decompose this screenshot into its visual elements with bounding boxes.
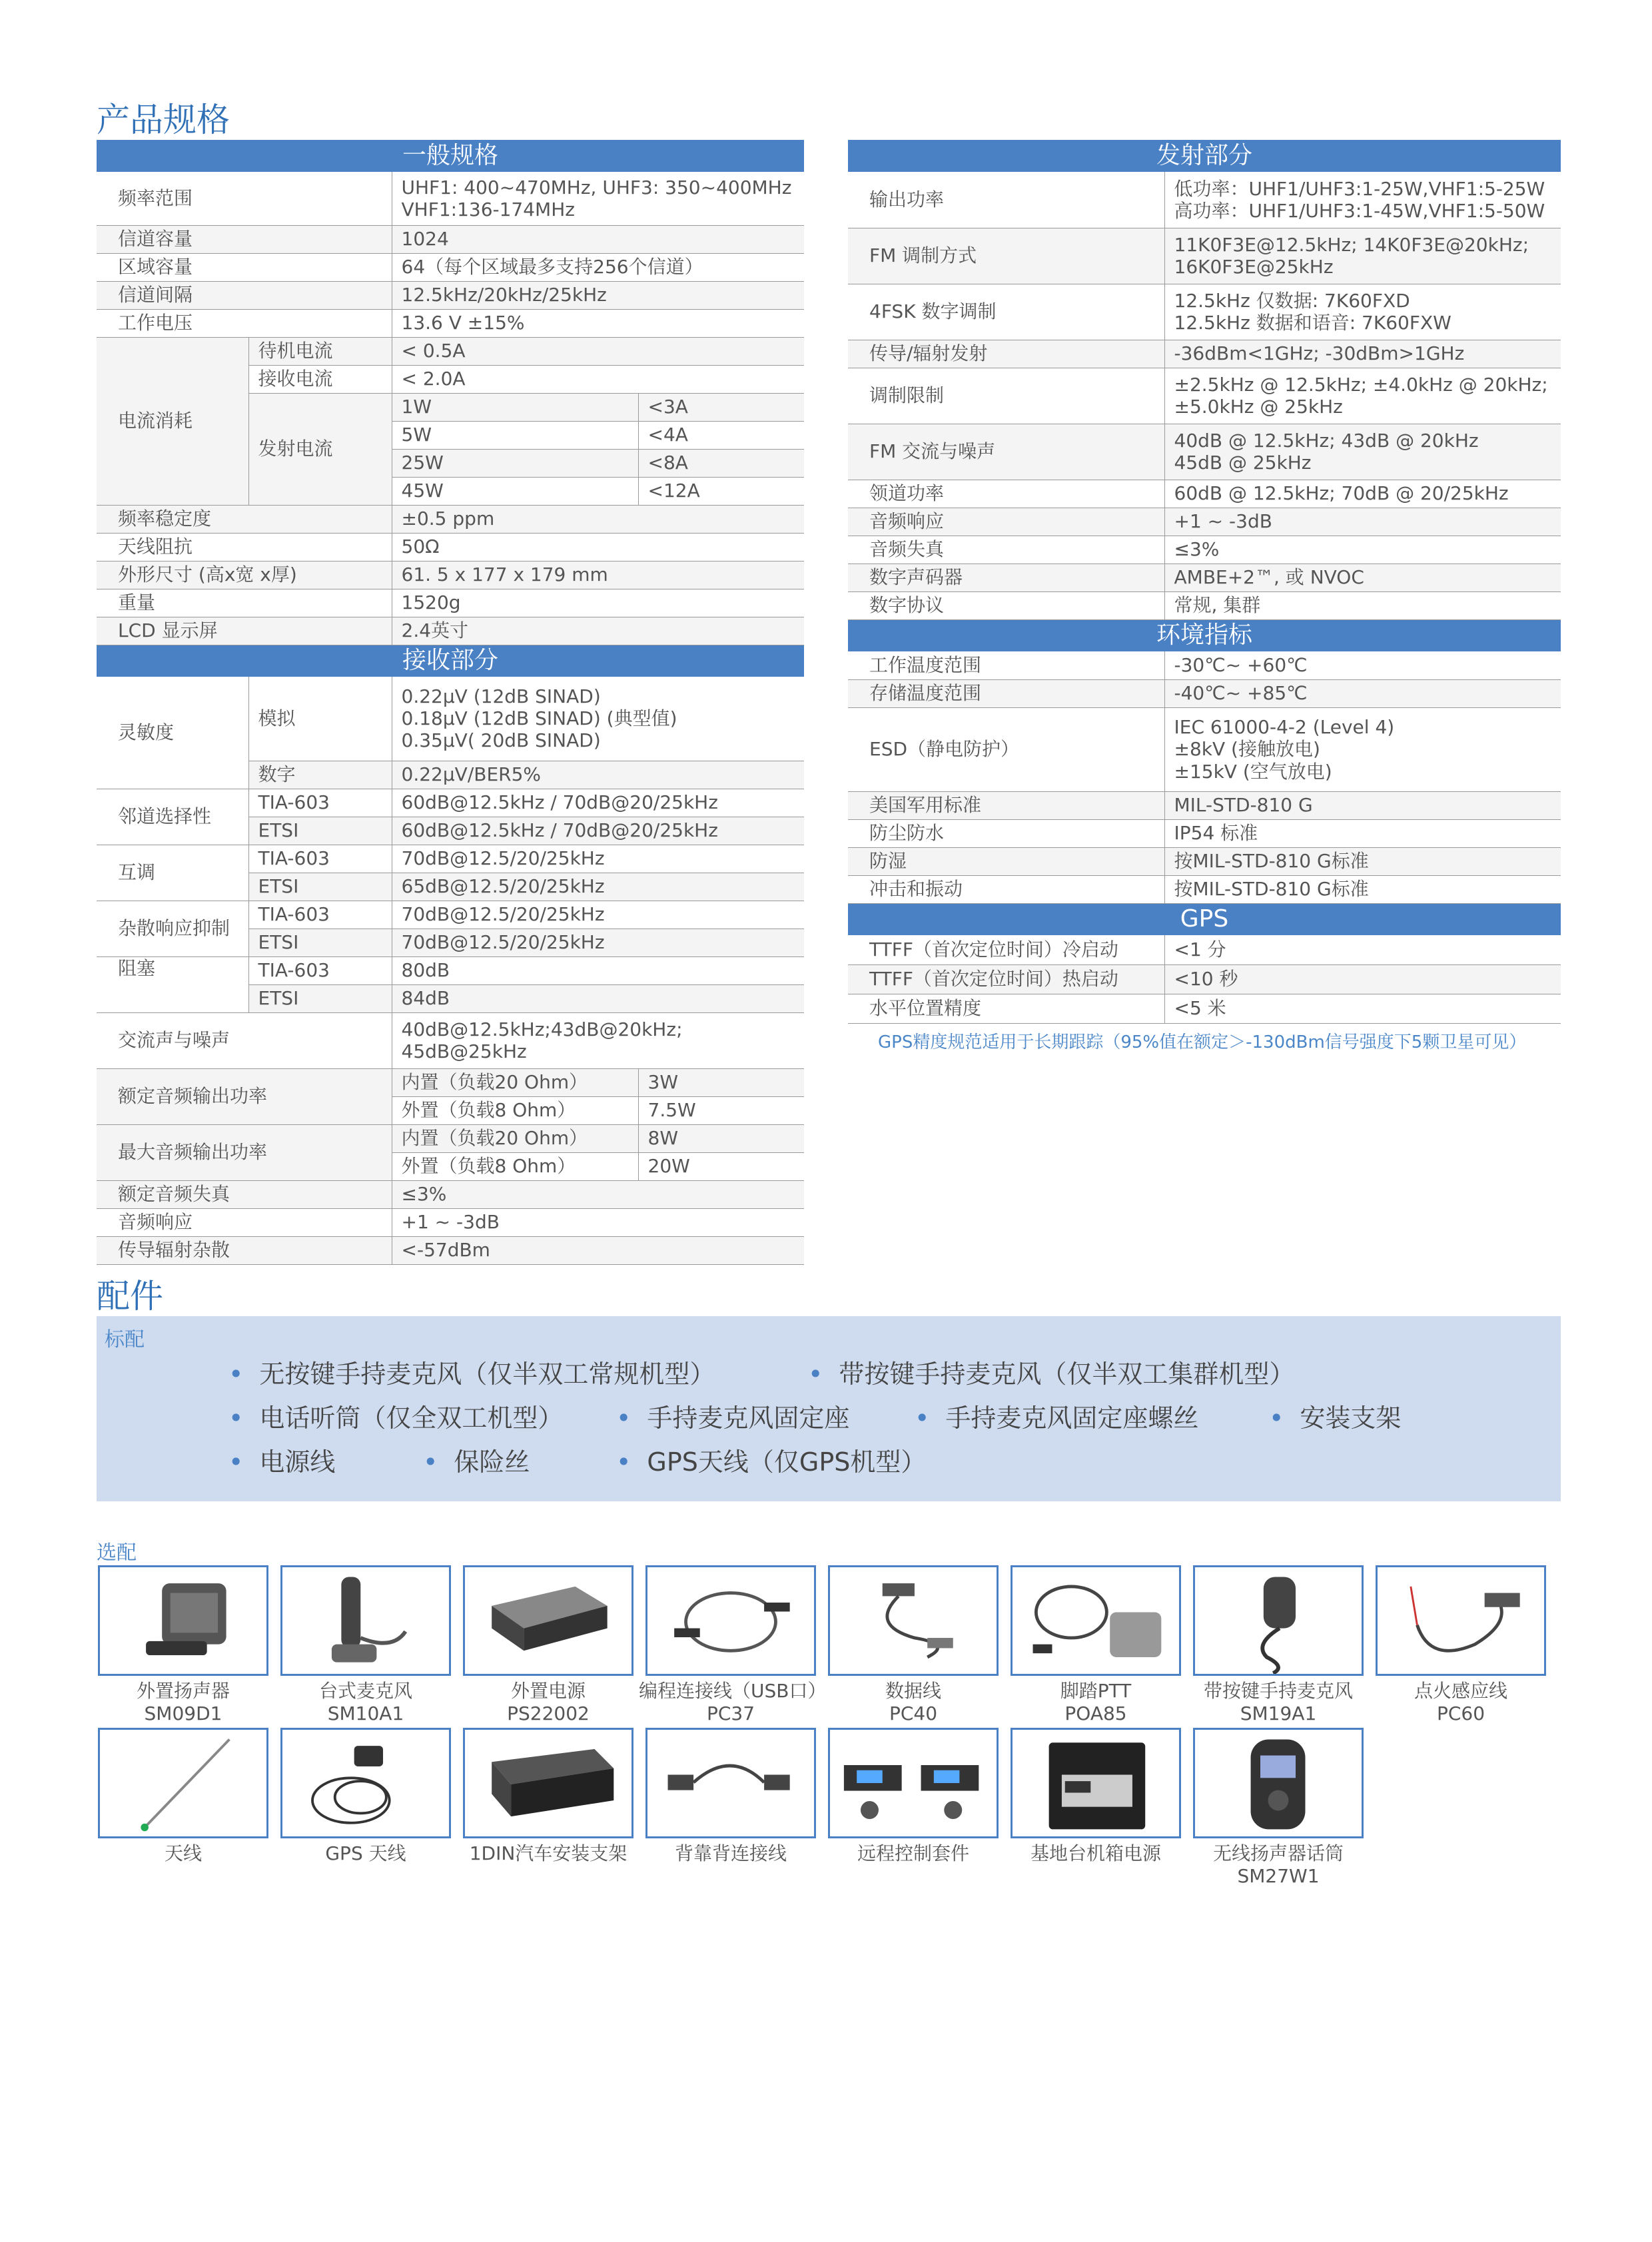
optional-item-caption: 台式麦克风 SM10A1 [318, 1680, 412, 1724]
standard-label: 标配 [105, 1328, 145, 1351]
optional-item-caption: 点火感应线 PC60 [1414, 1680, 1507, 1724]
emission-label: 传导辐射杂散 [97, 1236, 392, 1264]
general-header: 一般规格 [97, 140, 804, 172]
tia-label: TIA-603 [248, 845, 392, 873]
desk-mic-icon [280, 1565, 451, 1676]
tx-power: 25W [392, 449, 638, 477]
optional-item-caption: 脚踏PTT POA85 [1060, 1680, 1132, 1724]
tx-adjacent-label: 领道功率 [848, 480, 1164, 508]
tx-power: 1W [392, 393, 638, 421]
external-label: 外置（负载8 Ohm） [392, 1152, 638, 1180]
fsk-value: 12.5kHz 仅数据: 7K60FXD 12.5kHz 数据和语音: 7K60FXW [1164, 284, 1561, 340]
tia-label: TIA-603 [248, 956, 392, 984]
ip-value: IP54 标准 [1164, 819, 1561, 847]
optional-item-caption: 外置扬声器 SM09D1 [136, 1680, 230, 1724]
standby-value: < 0.5A [392, 337, 804, 365]
st-temp-label: 存储温度范围 [848, 679, 1164, 707]
gps-note: GPS精度规范适用于长期跟踪（95%值在额定＞-130dBm信号强度下5颗卫星可见） [878, 1032, 1527, 1052]
rx-response-label: 音频响应 [97, 1208, 392, 1236]
vocoder-label: 数字声码器 [848, 563, 1164, 591]
gps-header: GPS [848, 903, 1561, 935]
fm-label: FM 调制方式 [848, 228, 1164, 284]
esd-value: IEC 61000-4-2 (Level 4) ±8kV (接触放电) ±15kV (空气放电) [1164, 707, 1561, 791]
lcd-label: LCD 显示屏 [97, 617, 392, 645]
base-station-box-icon [1011, 1728, 1181, 1838]
etsi-label: ETSI [248, 817, 392, 845]
conducted-value: -36dBm<1GHz; -30dBm>1GHz [1164, 340, 1561, 368]
spurious-etsi-value: 70dB@12.5/20/25kHz [392, 929, 804, 956]
optional-item-caption: GPS 天线 [325, 1842, 406, 1864]
impedance-value: 50Ω [392, 533, 804, 561]
limit-label: 调制限制 [848, 368, 1164, 424]
power-supply-icon [463, 1565, 633, 1676]
rx-distortion-value: ≤3% [392, 1180, 804, 1208]
vocoder-value: AMBE+2™, 或 NVOC [1164, 563, 1561, 591]
emission-value: <-57dBm [392, 1236, 804, 1264]
current-label: 电流消耗 [97, 337, 248, 505]
tx-response-label: 音频响应 [848, 508, 1164, 536]
op-temp-label: 工作温度范围 [848, 651, 1164, 679]
standard-item: • 手持麦克风固定座 [616, 1397, 849, 1434]
tx-current: <8A [638, 449, 804, 477]
weight-label: 重量 [97, 589, 392, 617]
mil-label: 美国军用标准 [848, 791, 1164, 819]
optional-item-caption: 无线扬声器话筒 SM27W1 [1212, 1842, 1344, 1887]
tx-distortion-label: 音频失真 [848, 536, 1164, 563]
esd-label: ESD（静电防护） [848, 707, 1164, 791]
mount-bracket-icon [463, 1728, 633, 1838]
digital-value: 0.22μV/BER5% [392, 761, 804, 789]
humidity-value: 按MIL-STD-810 G标准 [1164, 847, 1561, 875]
conducted-label: 传导/辐射发射 [848, 340, 1164, 368]
usb-cable-icon [645, 1565, 816, 1676]
remote-kit-icon [828, 1728, 999, 1838]
tx-hum-value: 40dB @ 12.5kHz; 43dB @ 20kHz 45dB @ 25kHz [1164, 424, 1561, 480]
optional-item-caption: 天线 [164, 1842, 202, 1864]
stability-value: ±0.5 ppm [392, 505, 804, 533]
accessories-title: 配件 [97, 1277, 163, 1315]
standard-item: • 安装支架 [1269, 1397, 1401, 1434]
hand-mic-icon [1193, 1565, 1364, 1676]
zone-value: 64（每个区域最多支持256个信道） [392, 253, 804, 281]
optional-item-caption: 背靠背连接线 [674, 1842, 787, 1864]
channel-label: 信道容量 [97, 225, 392, 253]
analog-value: 0.22μV (12dB SINAD) 0.18μV (12dB SINAD) (典型值) 0.35μV( 20dB SINAD) [392, 677, 804, 761]
freq-value: UHF1: 400~470MHz, UHF3: 350~400MHz VHF1:136-174MHz [392, 172, 804, 225]
product-spec-title: 产品规格 [97, 101, 230, 139]
rx-hum-value: 40dB@12.5kHz;43dB@20kHz; 45dB@25kHz [392, 1012, 804, 1068]
standard-item: • 电话听筒（仅全双工机型） [228, 1397, 563, 1434]
gps-hot-label: TTFF（首次定位时间）热启动 [848, 964, 1164, 994]
tx-current-label: 发射电流 [248, 393, 392, 505]
adjacent-tia-value: 60dB@12.5kHz / 70dB@20/25kHz [392, 789, 804, 817]
gps-hot-value: <10 秒 [1164, 964, 1561, 994]
data-cable-icon [828, 1565, 999, 1676]
tx-current: <3A [638, 393, 804, 421]
spurious-tia-value: 70dB@12.5/20/25kHz [392, 901, 804, 929]
max-internal-value: 8W [638, 1124, 804, 1152]
internal-label: 内置（负载20 Ohm） [392, 1124, 638, 1152]
adjacent-etsi-value: 60dB@12.5kHz / 70dB@20/25kHz [392, 817, 804, 845]
transmitter-header: 发射部分 [848, 140, 1561, 172]
tx-response-value: +1 ~ -3dB [1164, 508, 1561, 536]
voltage-label: 工作电压 [97, 309, 392, 337]
tx-distortion-value: ≤3% [1164, 536, 1561, 563]
fm-value: 11K0F3E@12.5kHz; 14K0F3E@20kHz; 16K0F3E@25kHz [1164, 228, 1561, 284]
humidity-label: 防湿 [848, 847, 1164, 875]
antenna-icon [98, 1728, 268, 1838]
standard-item: • 无按键手持麦克风（仅半双工常规机型） [228, 1353, 715, 1390]
fsk-label: 4FSK 数字调制 [848, 284, 1164, 340]
optional-item-caption: 外置电源 PS22002 [507, 1680, 590, 1724]
tx-current: <12A [638, 477, 804, 505]
intermod-etsi-value: 65dB@12.5/20/25kHz [392, 873, 804, 901]
sensitivity-label: 灵敏度 [97, 677, 248, 789]
tx-power: 45W [392, 477, 638, 505]
right-spec-table [848, 140, 1561, 1024]
internal-label: 内置（负载20 Ohm） [392, 1068, 638, 1096]
standard-accessories-box [97, 1316, 1561, 1501]
tx-hum-label: FM 交流与噪声 [848, 424, 1164, 480]
rx-current-label: 接收电流 [248, 365, 392, 393]
voltage-value: 13.6 V ±15% [392, 309, 804, 337]
rated-external-value: 7.5W [638, 1096, 804, 1124]
shock-value: 按MIL-STD-810 G标准 [1164, 875, 1561, 903]
protocol-value: 常规, 集群 [1164, 591, 1561, 619]
gps-antenna-icon [280, 1728, 451, 1838]
foot-ptt-icon [1011, 1565, 1181, 1676]
limit-value: ±2.5kHz @ 12.5kHz; ±4.0kHz @ 20kHz; ±5.0kHz @ 25kHz [1164, 368, 1561, 424]
rated-internal-value: 3W [638, 1068, 804, 1096]
optional-item-caption: 1DIN汽车安装支架 [469, 1842, 627, 1864]
blocking-label: 阻塞 [97, 956, 248, 1012]
adjacent-label: 邻道选择性 [97, 789, 248, 845]
speaker-icon [98, 1565, 268, 1676]
left-spec-table [97, 140, 804, 1265]
rx-distortion-label: 额定音频失真 [97, 1180, 392, 1208]
spacing-value: 12.5kHz/20kHz/25kHz [392, 281, 804, 309]
st-temp-value: -40℃~ +85℃ [1164, 679, 1561, 707]
etsi-label: ETSI [248, 984, 392, 1012]
etsi-label: ETSI [248, 873, 392, 901]
gps-cold-value: <1 分 [1164, 935, 1561, 964]
weight-value: 1520g [392, 589, 804, 617]
analog-label: 模拟 [248, 677, 392, 761]
gps-cold-label: TTFF（首次定位时间）冷启动 [848, 935, 1164, 964]
dimension-label: 外形尺寸 (高x宽 x厚) [97, 561, 392, 589]
freq-label: 频率范围 [97, 172, 392, 225]
optional-label: 选配 [97, 1541, 137, 1565]
tx-power: 5W [392, 421, 638, 449]
standby-label: 待机电流 [248, 337, 392, 365]
dimension-value: 61. 5 x 177 x 179 mm [392, 561, 804, 589]
spacing-label: 信道间隔 [97, 281, 392, 309]
rx-current-value: < 2.0A [392, 365, 804, 393]
blocking-etsi-value: 84dB [392, 984, 804, 1012]
tx-adjacent-value: 60dB @ 12.5kHz; 70dB @ 20/25kHz [1164, 480, 1561, 508]
tx-power-value: 低功率：UHF1/UHF3:1-25W,VHF1:5-25W 高功率：UHF1/UHF3:1-45W,VHF1:5-50W [1164, 172, 1561, 228]
mil-value: MIL-STD-810 G [1164, 791, 1561, 819]
rx-hum-label: 交流声与噪声 [97, 1012, 392, 1068]
tx-power-label: 输出功率 [848, 172, 1164, 228]
channel-value: 1024 [392, 225, 804, 253]
max-external-value: 20W [638, 1152, 804, 1180]
external-label: 外置（负载8 Ohm） [392, 1096, 638, 1124]
rated-audio-label: 额定音频输出功率 [97, 1068, 392, 1124]
tia-label: TIA-603 [248, 789, 392, 817]
impedance-label: 天线阻抗 [97, 533, 392, 561]
receiver-header: 接收部分 [97, 645, 804, 677]
op-temp-value: -30℃~ +60℃ [1164, 651, 1561, 679]
gps-accuracy-value: <5 米 [1164, 994, 1561, 1023]
protocol-label: 数字协议 [848, 591, 1164, 619]
optional-item-caption: 编程连接线（USB口） PC37 [639, 1680, 827, 1724]
optional-item-caption: 带按键手持麦克风 SM19A1 [1203, 1680, 1353, 1724]
shock-label: 冲击和振动 [848, 875, 1164, 903]
wireless-mic-icon [1193, 1728, 1364, 1838]
standard-item: • 手持麦克风固定座螺丝 [915, 1397, 1198, 1434]
tx-current: <4A [638, 421, 804, 449]
standard-item: • 带按键手持麦克风（仅半双工集群机型） [808, 1353, 1294, 1390]
environment-header: 环境指标 [848, 619, 1561, 651]
lcd-value: 2.4英寸 [392, 617, 804, 645]
zone-label: 区域容量 [97, 253, 392, 281]
ip-label: 防尘防水 [848, 819, 1164, 847]
etsi-label: ETSI [248, 929, 392, 956]
spurious-label: 杂散响应抑制 [97, 901, 248, 956]
standard-item: • 电源线 [228, 1441, 335, 1478]
gps-accuracy-label: 水平位置精度 [848, 994, 1164, 1023]
tia-label: TIA-603 [248, 901, 392, 929]
intermod-label: 互调 [97, 845, 248, 901]
blocking-tia-value: 80dB [392, 956, 804, 984]
stability-label: 频率稳定度 [97, 505, 392, 533]
optional-item-caption: 基地台机箱电源 [1030, 1842, 1161, 1864]
digital-label: 数字 [248, 761, 392, 789]
back-to-back-cable-icon [645, 1728, 816, 1838]
max-audio-label: 最大音频输出功率 [97, 1124, 392, 1180]
standard-item: • GPS天线（仅GPS机型） [616, 1441, 926, 1478]
optional-item-caption: 数据线 PC40 [885, 1680, 941, 1724]
rx-response-value: +1 ~ -3dB [392, 1208, 804, 1236]
standard-item: • 保险丝 [423, 1441, 530, 1478]
intermod-tia-value: 70dB@12.5/20/25kHz [392, 845, 804, 873]
optional-item-caption: 远程控制套件 [857, 1842, 969, 1864]
ignition-cable-icon [1376, 1565, 1546, 1676]
